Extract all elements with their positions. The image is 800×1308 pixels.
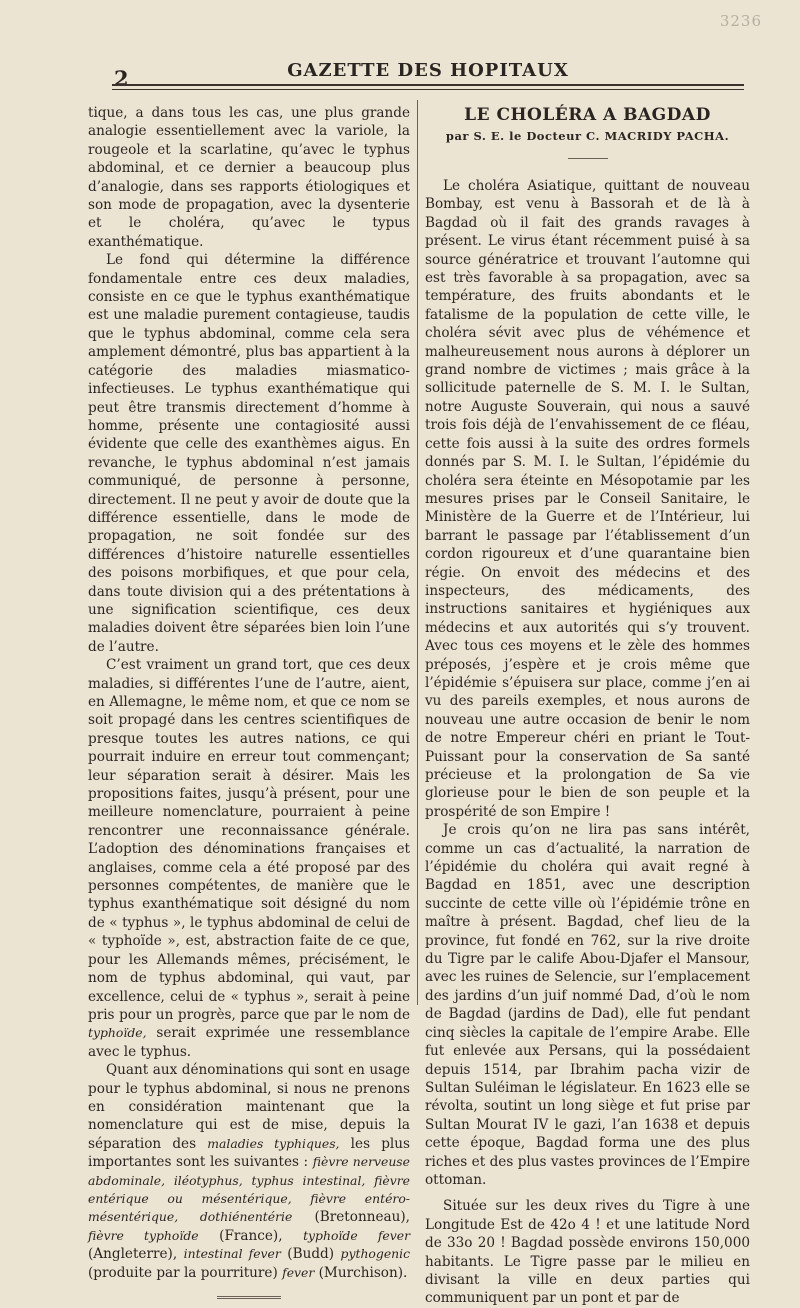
source-budd: (Budd)	[287, 1246, 335, 1263]
left-paragraph-4-start: Quant aux dénominations qui sont en usage pour le typhus abdominal, si nous ne prenons en considération maintenant que la nomenclature qui est de mise, depuis la séparation des	[88, 1062, 410, 1152]
title-rule	[568, 158, 608, 159]
source-france: (France),	[219, 1227, 283, 1244]
right-paragraph-1: Le choléra Asiatique, quittant de nouveau Bombay, est venu à Bassorah et de là à Bagdad où il fait des grands ravages à présent. Le virus étant récemment puisé à sa source génératrice et trouvant l’automne qui est très favorable à sa propagation, avec sa température, des fruits abondants et le fatalisme de la population de cette ville, le choléra sévit avec plus de véhémence et malheureusement nous aurons à déplorer un grand nombre de victimes ; mais grâce à la sollicitude paternelle de S. M. I. le Sultan, notre Auguste Souverain, qui nous a sauvé trois fois déjà de l’envahissement de ce fléau, cette fois aussi à la suite des ordres formels donnés par S. M. I. le Sultan, l’épidémie du choléra sera éteinte en Mésopotamie par les mesures prises par le Conseil Sanitaire, le Ministère de la Guerre et de l’Intérieur, lui barrant le passage par l’établissement d’un cordon rigoureux et d’une quarantaine bien régie. On envoit des médecins et des inspecteurs, des médicaments, des instructions sanitaires et hygiéniques aux médecins et aux autorités qui s’y trouvent. Avec tous ces moyens et le zèle des hommes préposés, j’espère et je crois même que l’épidémie s’épuisera sur place, comme j’en ai vu des pareils exemples, et nous aurons de nouveau une autre occasion de benir le nom de notre Empereur chéri en priant le Tout-Puissant pour la conservation de Sa santé précieuse et la prolongation de Sa vie glorieuse pour le bien de son peuple et la prospérité de son Empire !	[425, 178, 750, 820]
left-paragraph-4-mid: les plus importantes sont les suivantes :	[88, 1135, 410, 1171]
left-paragraph-4	[88, 1061, 410, 1282]
left-paragraph-2: Le fond qui détermine la différence fondamentale entre ces deux maladies, consiste en ce que le typhus exanthématique est une maladie purement contagieuse, taudis que le typhus abdominal, comme cela sera amplement démontré, plus bas appartient à la catégorie des maladies miasmatico-infectieuses. Le typhus exanthématique qui peut être transmis directement d’homme à homme, présente une contagiosité aussi évidente que celle des exanthèmes aigus. En revanche, le typhus abdominal n’est jamais communiqué, de personne à personne, directement. Il ne peut y avoir de doute que la différence essentielle, dans le mode de propagation, ne soit fondée sur des différences d’histoire naturelle essentielles des poisons morbifiques, et que pour cela, dans toute division qui a des prétentations à une signification scientifique, ces deux maladies doivent être séparées bien loin l’une de l’autre.	[88, 252, 410, 655]
article-byline: par S. E. le Docteur C. MACRIDY PACHA.	[445, 129, 730, 143]
journal-title: GAZETTE DES HOPITAUX	[287, 60, 569, 81]
italic-term-fever: fever	[282, 1264, 315, 1280]
source-murchison: (Murchison).	[318, 1264, 408, 1281]
left-paragraph-1: tique, a dans tous les cas, une plus grande analogie essentiellement avec la variole, la rougeole et la scarlatine, qu’avec le typhus abdominal, et ce dernier a beaucoup plus d’analogie, dans ses rapports étiologiques et son mode de propagation, avec la dysenterie et le choléra, qu’avec le typus exanthématique.	[88, 105, 410, 250]
italic-term-fievre-typhoide: fièvre typhoïde	[88, 1227, 199, 1243]
left-paragraph-3-end: serait exprimée une ressemblance avec le typhus.	[88, 1025, 410, 1060]
italic-term-pythogenic: pythogenic	[340, 1246, 411, 1262]
corner-mark: 3236	[719, 12, 762, 30]
right-paragraph-2: Je crois qu’on ne lira pas sans intérêt, comme un cas d’actualité, la narration de l’épidémie du choléra qui avait regné à Bagdad en 1851, avec une description succinte de cette ville où l’épidémie trône en maître à présent. Bagdad, chef lieu de la province, fut fondé en 762, sur la rive droite du Tigre par le calife Abou-Djafer el Mansour, avec les ruines de Selencie, sur l’emplacement des jardins d’un juif nommé Dad, d’où le nom de Bagdad (jardins de Dad), elle fut pendant cinq siècles la capitale de l’empire Arabe. Elle fut enlevée aux Persans, qui la possédaient depuis 1514, par Ibrahim pacha vizir de Sultan Suléiman le législateur. En 1623 elle se révolta, soutint un long siège et fut prise par Sultan Mourat IV le gazi, l’an 1638 et depuis cette époque, Bagdad forma une des plus riches et des plus vastes provinces de l’Empire ottoman.	[425, 822, 750, 1188]
source-angleterre: (Angleterre),	[88, 1246, 178, 1263]
left-paragraph-3	[88, 656, 410, 1061]
right-paragraph-3: Située sur les deux rives du Tigre à une Longitude Est de 42o 4 ! et une latitude Nord de 33o 20 ! Bagdad possède environs 150,000 habitants. Le Tigre passe par le milieu en divisant la ville en deux parties qui communiquent par un pont et par de	[425, 1198, 750, 1307]
italic-term-typhoide-fever: typhoïde fever	[303, 1227, 410, 1243]
source-bretonneau: (Bretonneau),	[314, 1209, 410, 1226]
page-header	[112, 56, 744, 96]
column-divider	[417, 100, 418, 1005]
italic-term-list: fièvre nerveuse abdominale, iléotyphus, typhus intestinal, fièvre entérique ou mésentérique, fièvre entéro-mésentérique, dothiénentérie	[88, 1154, 410, 1225]
page-number: 2	[114, 66, 129, 91]
gloss-pourriture: (produite par la pourriture)	[88, 1264, 278, 1281]
article-title: LE CHOLÉRA A BAGDAD	[464, 105, 711, 125]
header-rule-thin	[112, 89, 744, 90]
end-of-article-rule	[217, 1296, 281, 1299]
header-rule	[112, 84, 744, 86]
italic-term-maladies: maladies typhiques,	[207, 1135, 340, 1151]
italic-term-intestinal-fever: intestinal fever	[183, 1246, 281, 1262]
left-column	[88, 104, 410, 1299]
italic-term-typhoide: typhoïde,	[88, 1025, 147, 1041]
right-column	[425, 104, 750, 1308]
left-paragraph-3-text: C’est vraiment un grand tort, que ces deux maladies, si différentes l’une de l’autre, aient, en Allemagne, le même nom, et que ce nom se soit propagé dans les centres scientifiques de presque toutes les autres nations, ce qui pourrait induire en erreur tout commençant; leur séparation serait à désirer. Mais les propositions faites, jusqu’à présent, pour une meilleure nomenclature, pourraient à peine rencontrer une reconnaissance générale. L’adoption des dénominations françaises et anglaises, comme cela a été proposé par des personnes compétentes, de manière que le typhus exanthématique soit désigné du nom de « typhus », le typhus abdominal de celui de « typhoïde », est, abstraction faite de ce que, pour les Allemands mêmes, précisément, le nom de typhus abdominal, qui vaut, par excellence, celui de « typhus », serait à peine pris pour un progrès, parce que par le nom de	[88, 657, 410, 1023]
